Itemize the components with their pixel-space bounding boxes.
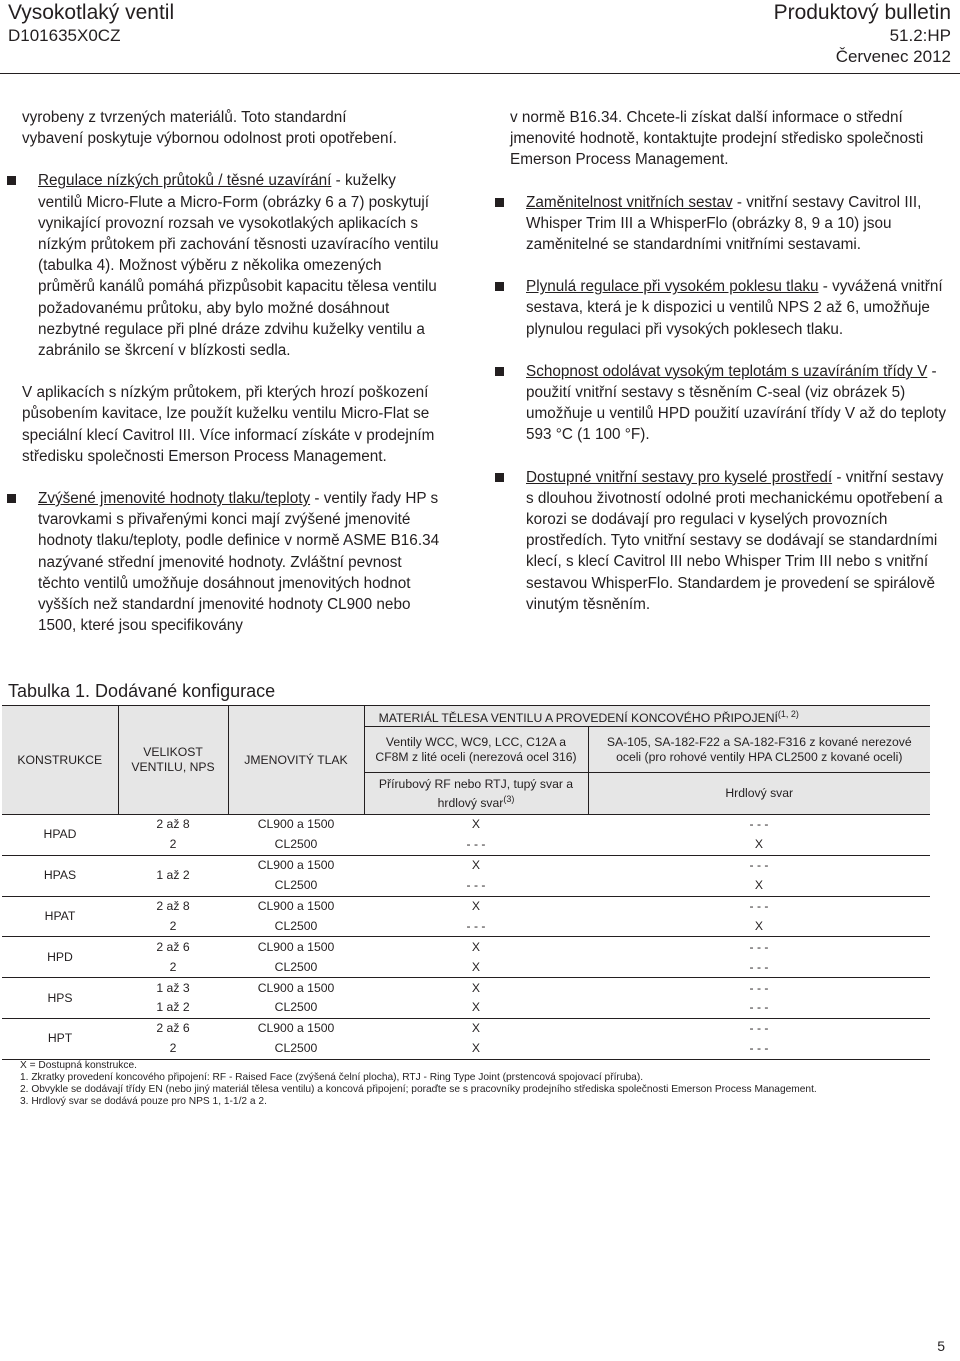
cell-forged: - - -	[749, 1041, 769, 1056]
cell-forged: - - -	[749, 1000, 769, 1015]
bullet-lead: Regulace nízkých průtoků / těsné uzavírání	[38, 172, 332, 190]
cell-cast: X	[471, 817, 481, 832]
table-row	[2, 978, 930, 998]
bullet-square-icon	[7, 494, 16, 503]
cell-construction: HPAD	[43, 827, 77, 842]
column-header-material-note: (1, 2)	[777, 708, 799, 719]
cell-rating: CL2500	[274, 878, 318, 893]
cell-size: 1 až 2	[156, 868, 190, 883]
bulletin-date: Červenec 2012	[835, 47, 951, 66]
table-row	[2, 1039, 930, 1059]
cell-size: 2	[169, 837, 177, 852]
cell-cast: - - -	[466, 837, 486, 852]
column-header-rating: JMENOVITÝ TLAK	[228, 706, 364, 815]
bullet-body: - vnitřní sestavy s dlouhou životností odolné proti mechanickému opotřebení a korozi se dodávají pro regulaci v kyselých provozních prostředích. Tyto vnitřní sestavy se dodávají se standardními klecí, s klecí Cavitrol III nebo Whisper Trim III nebo s vnitřní sestavou WhisperFlo. Standardem je provedení se spirálově vinutým těsněním.	[526, 468, 944, 613]
cell-rating: CL2500	[274, 1000, 318, 1015]
table-row	[2, 937, 930, 957]
cell-size: 2	[169, 959, 177, 974]
cell-rating: CL2500	[274, 959, 318, 974]
bullet-pressure-rating	[22, 488, 442, 636]
cell-cast: X	[471, 1041, 481, 1056]
subheader-cast-valves: Ventily WCC, WC9, LCC, C12A a CF8M z lité oceli (nerezová ocel 316)	[364, 727, 588, 773]
cell-rating: CL2500	[274, 918, 318, 933]
bullet-body: - vnitřní sestavy Cavitrol III, Whisper Trim III a WhisperFlo (obrázky 8, 9 a 10) jsou zaměnitelné se standardními vnitřními sestavami.	[526, 193, 922, 254]
cell-forged: - - -	[749, 817, 769, 832]
cell-forged: - - -	[749, 1021, 769, 1036]
configuration-table	[2, 705, 930, 1060]
cell-rating: CL900 a 1500	[257, 899, 335, 913]
column-header-material-text: MATERIÁL TĚLESA VENTILU A PROVEDENÍ KONCOVÉHO PŘIPOJENÍ	[378, 710, 778, 725]
page-number: 5	[937, 1338, 945, 1354]
document-id: D101635X0CZ	[8, 26, 121, 45]
cell-size: 2 až 8	[156, 899, 190, 913]
header-divider	[0, 73, 960, 74]
header-right	[774, 0, 951, 67]
cell-rating: CL900 a 1500	[257, 1021, 335, 1036]
table-row	[2, 957, 930, 977]
footnote: 1. Zkratky provedení koncového připojení: RF - Raised Face (zvýšená čelní plocha), RTJ - Ring Type Joint (prstencová spojovací příruba).	[20, 1072, 644, 1083]
bullet-square-icon	[7, 176, 16, 185]
bullet-low-flow	[22, 170, 442, 361]
subheader-socket-weld: Hrdlový svar	[588, 773, 930, 815]
cell-forged: - - -	[749, 858, 769, 873]
cell-forged: - - -	[749, 939, 769, 954]
cell-size: 1 až 2	[156, 1000, 190, 1015]
column-header-size: VELIKOST VENTILU, NPS	[118, 706, 228, 815]
bullet-high-temperature	[510, 361, 950, 446]
bullet-square-icon	[495, 198, 504, 207]
cell-size: 2 až 6	[156, 1021, 190, 1036]
cell-size: 2 až 8	[156, 817, 190, 832]
cell-forged: X	[754, 837, 764, 852]
cell-construction: HPT	[47, 1031, 73, 1046]
bullet-lead: Schopnost odolávat vysokým teplotám s uzavíráním třídy V	[526, 362, 928, 380]
bullet-lead: Zvýšené jmenovité hodnoty tlaku/teploty	[38, 490, 311, 508]
subheader-flanged-text: Přírubový RF nebo RTJ, tupý svar a hrdlový svar	[378, 776, 574, 810]
left-column	[22, 107, 442, 636]
cell-rating: CL900 a 1500	[257, 980, 335, 995]
cell-cast: - - -	[466, 878, 486, 893]
table-row	[2, 896, 930, 916]
table-row	[2, 916, 930, 936]
bullet-body: - ventily řady HP s tvarovkami s přivařenými konci mají zvýšené jmenovité hodnoty tlaku/teploty, podle definice v normě ASME B16.34 nazývané střední jmenovité hodnoty. Zvláštní pevnost těchto ventilů umožňuje dosáhnout jmenovitých hodnot vyšších než standardní jmenovité hodnoty CL900 nebo 1500, které jsou specifikovány	[38, 490, 440, 635]
cell-cast: X	[471, 1021, 481, 1036]
cell-rating: CL900 a 1500	[257, 858, 335, 873]
bullet-body: - kuželky ventilů Micro-Flute a Micro-Form (obrázky 6 a 7) poskytují vynikající provozní rozsah ve vysokotlakých aplikacích s nízkým průtokem při zachování těsnosti uzavíracího ventilu (tabulka 4). Možnost výběru z několika omezených průměrů kanálů pomáhá přizpůsobit kapacitu tělesa ventilu požadovanému průtoku, aby bylo možné dosáhnout nezbytné regulace při plné dráze zdvihu kuželky ventilu a zabránilo se škrcení v blízkosti sedla.	[38, 172, 439, 360]
bullet-square-icon	[495, 473, 504, 482]
cell-rating: CL2500	[274, 837, 318, 852]
header-filler	[813, 706, 930, 727]
footnote: 2. Obvykle se dodávají třídy EN (nebo jiný materiál tělesa ventilu) a koncová připojení; poraďte se s pracovníky prodejního střediska společnosti Emerson Process Management.	[20, 1084, 817, 1095]
bullet-smooth-control	[510, 276, 950, 340]
table-row	[2, 1018, 930, 1038]
table-title: Tabulka 1. Dodávané konfigurace	[8, 681, 276, 701]
table-row	[2, 835, 930, 855]
header-left	[8, 0, 174, 46]
bullet-square-icon	[495, 367, 504, 376]
footnote: X = Dostupná konstrukce.	[20, 1060, 137, 1071]
right-column	[510, 107, 950, 615]
paragraph-micro-flat: V aplikacích s nízkým průtokem, při kterých hrozí poškození působením kavitace, lze použít kuželku ventilu Micro-Flat se speciální klecí Cavitrol III. Více informací získáte v prodejním středisku společnosti Emerson Process Management.	[22, 384, 435, 465]
document-title: Vysokotlaký ventil	[8, 1, 175, 24]
table-row	[2, 855, 930, 875]
cell-cast: X	[471, 899, 481, 913]
cell-forged: - - -	[749, 899, 769, 913]
intro-paragraph: v normě B16.34. Chcete-li získat další informace o střední jmenovité hodnotě, kontaktujte prodejní středisko společnosti Emerson Process Management.	[510, 109, 924, 169]
intro-line: vybavení poskytuje výbornou odolnost proti opotřebení.	[22, 130, 398, 148]
cell-cast: X	[471, 858, 481, 873]
bulletin-title: Produktový bulletin	[773, 1, 951, 24]
cell-construction: HPS	[47, 990, 73, 1005]
cell-size: 1 až 3	[156, 980, 190, 995]
cell-size: 2	[169, 918, 177, 933]
table-row	[2, 998, 930, 1018]
intro-line: vyrobeny z tvrzených materiálů. Toto standardní	[22, 109, 347, 126]
footnote: 3. Hrdlový svar se dodává pouze pro NPS 1, 1-1/2 a 2.	[20, 1096, 267, 1107]
cell-construction: HPD	[47, 949, 73, 964]
bullet-lead: Zaměnitelnost vnitřních sestav	[526, 193, 733, 211]
cell-cast: X	[471, 939, 481, 954]
subheader-forged-valves: SA-105, SA-182-F22 a SA-182-F316 z kované nerezové oceli (pro rohové ventily HPA CL2500 z kované oceli)	[588, 727, 930, 773]
subheader-flanged-note: (3)	[503, 793, 515, 804]
cell-forged: - - -	[749, 980, 769, 995]
bullet-square-icon	[495, 282, 504, 291]
bullet-body: - vyvážená vnitřní sestava, která je k dispozici u ventilů NPS 2 až 6, umožňuje plynulou regulaci při vysokých poklesech tlaku.	[526, 278, 943, 338]
cell-size: 2	[169, 1041, 177, 1056]
cell-cast: - - -	[466, 918, 486, 933]
table-row	[2, 815, 930, 835]
cell-construction: HPAT	[44, 908, 76, 923]
bullet-sour-service	[510, 467, 950, 615]
subheader-flanged	[364, 773, 588, 815]
table-header-row	[2, 706, 930, 727]
column-header-material	[364, 706, 813, 727]
cell-cast: X	[471, 980, 481, 995]
bullet-interchangeable-trim	[510, 192, 950, 256]
bullet-lead: Dostupné vnitřní sestavy pro kyselé prostředí	[526, 468, 833, 486]
table-footnotes	[20, 1060, 817, 1108]
cell-rating: CL900 a 1500	[257, 939, 335, 954]
column-header-construction: KONSTRUKCE	[2, 706, 118, 815]
cell-forged: X	[754, 918, 764, 933]
cell-forged: X	[754, 878, 764, 893]
bullet-body: - použití vnitřní sestavy s těsněním C-seal (viz obrázek 5) umožňuje u ventilů HPD použití uzavírání třídy V až do teploty 593 °C (1 100 °F).	[526, 362, 947, 444]
cell-cast: X	[471, 959, 481, 974]
cell-size: 2 až 6	[156, 939, 190, 954]
bullet-lead: Plynulá regulace při vysokém poklesu tlaku	[526, 278, 819, 296]
cell-rating: CL900 a 1500	[257, 817, 335, 832]
cell-cast: X	[471, 1000, 481, 1015]
cell-forged: - - -	[749, 959, 769, 974]
cell-rating: CL2500	[274, 1041, 318, 1056]
cell-construction: HPAS	[43, 868, 77, 883]
bulletin-number: 51.2:HP	[889, 26, 951, 45]
